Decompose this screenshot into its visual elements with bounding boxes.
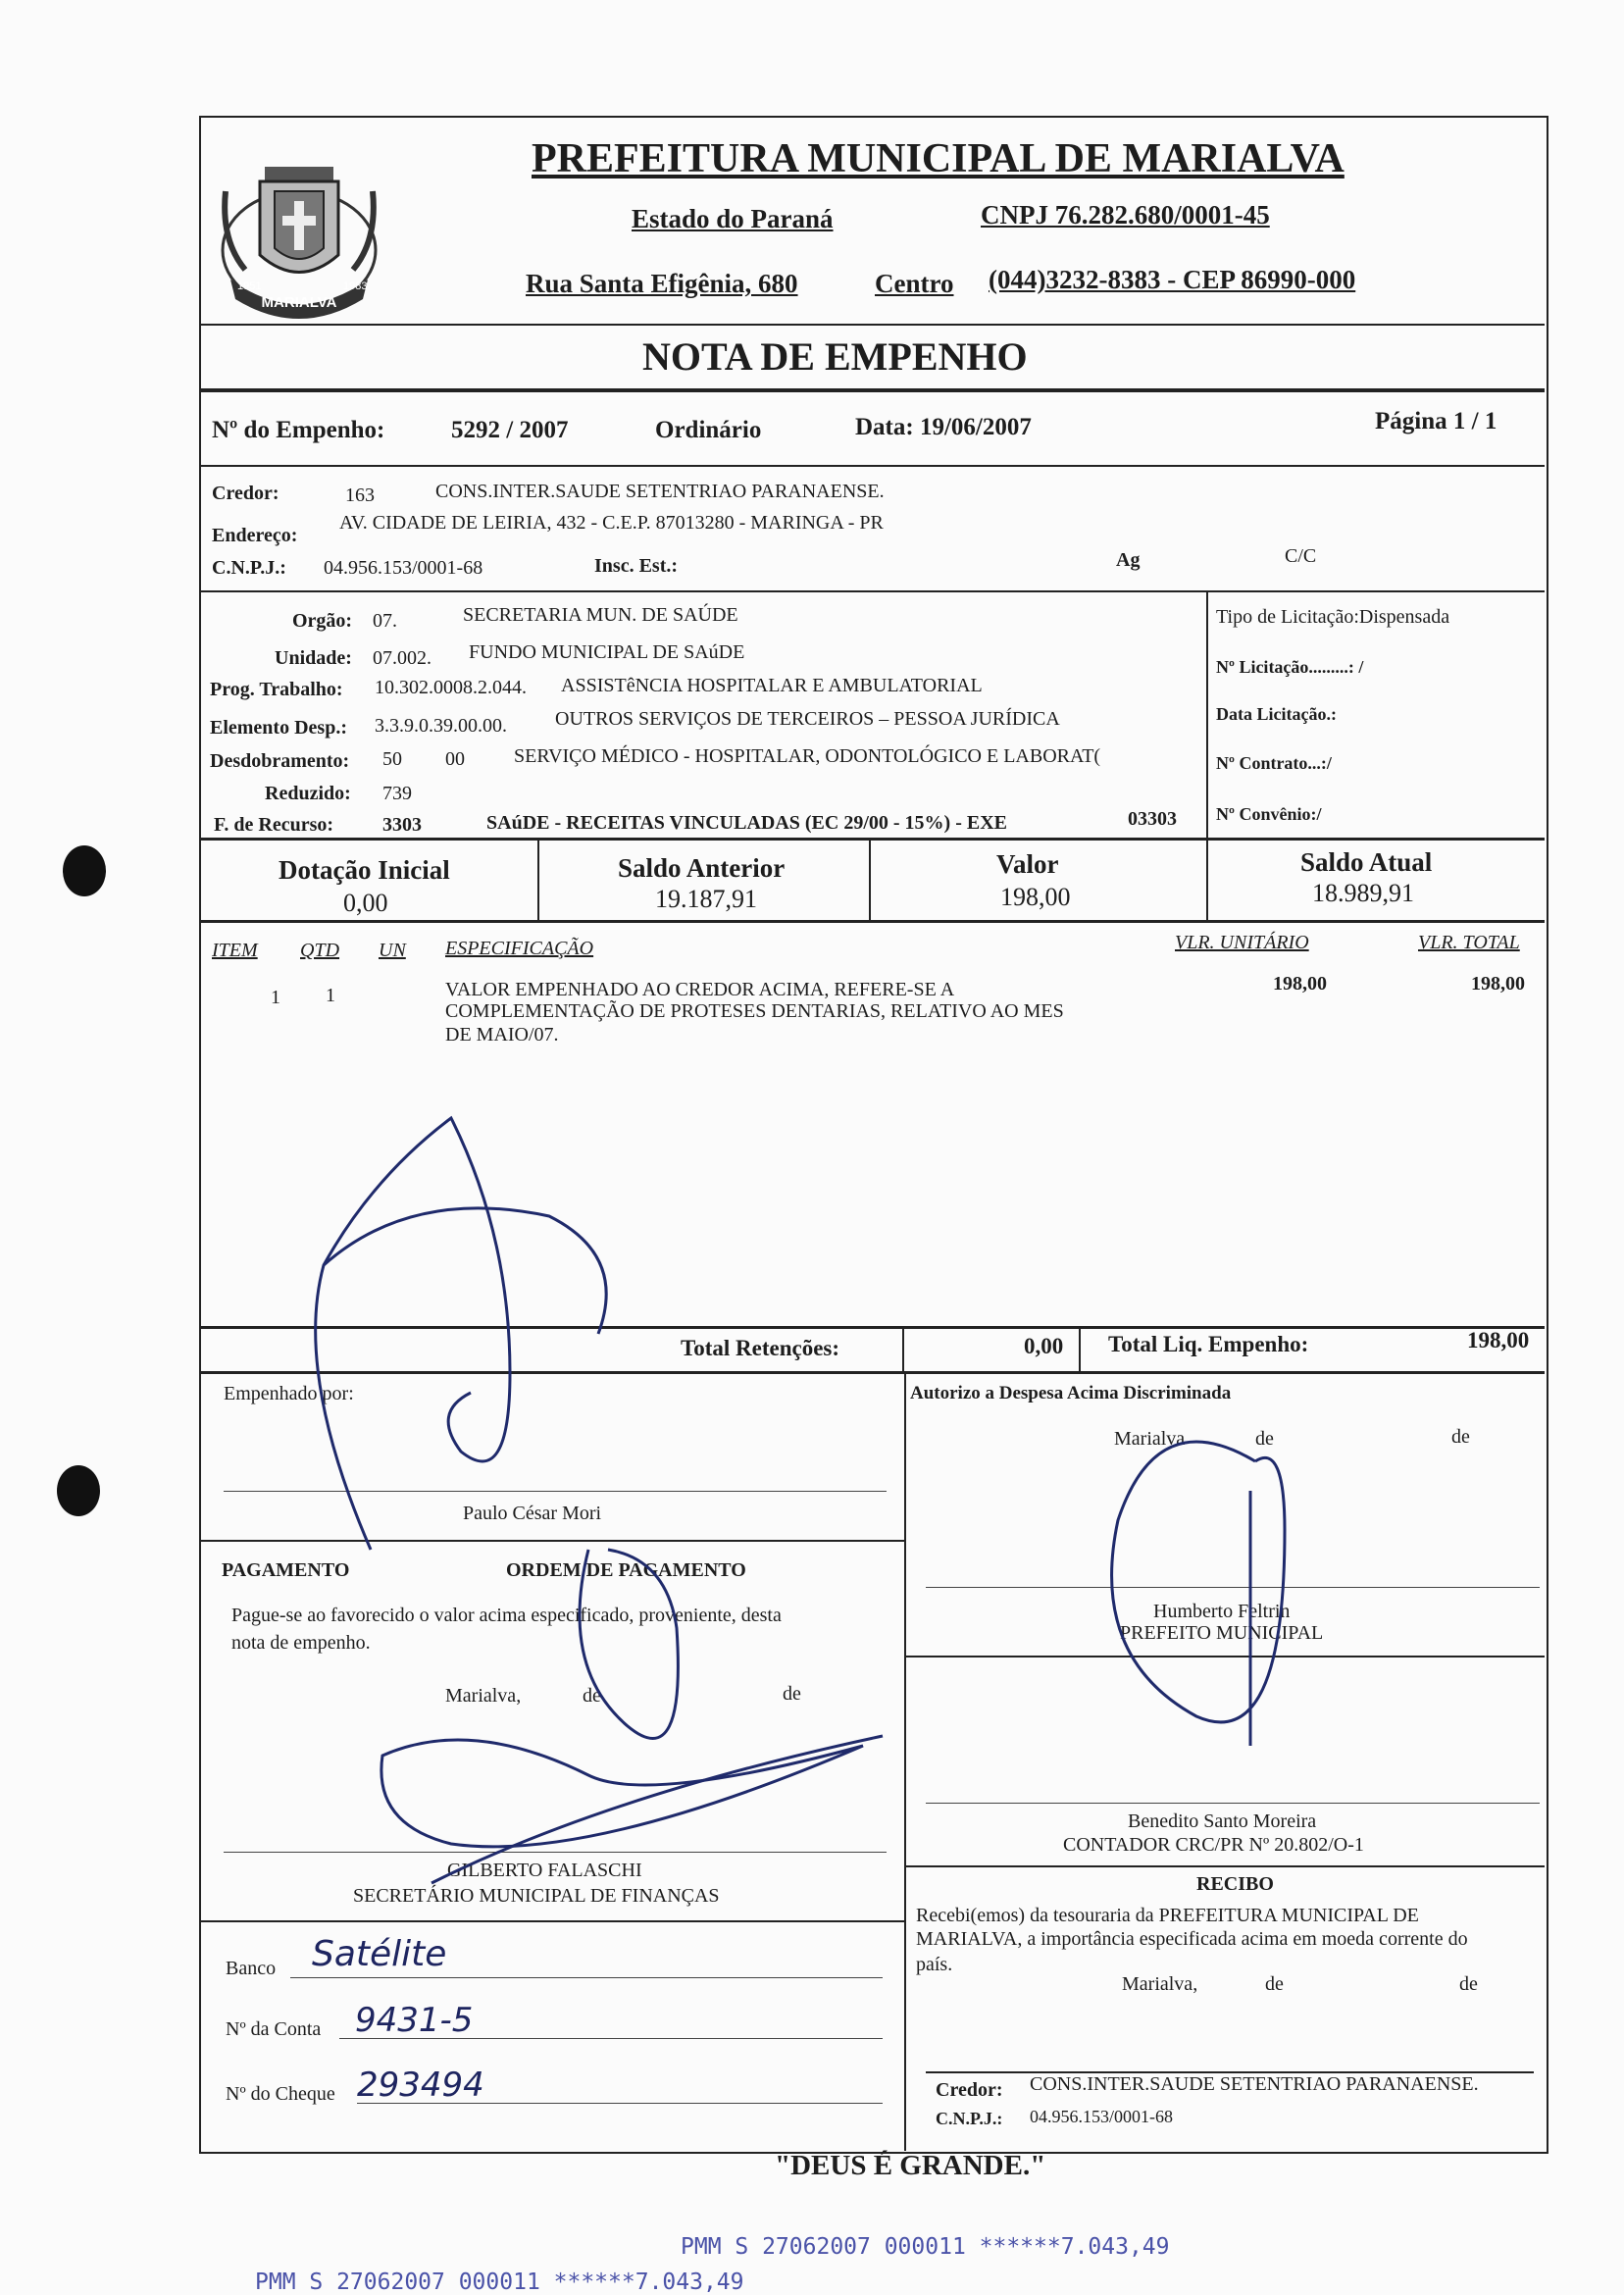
banco-label: Banco [226,1958,277,1979]
recibo-de: de [1459,1973,1478,1995]
col-valor-unitario: VLR. UNITÁRIO [1175,932,1309,953]
saldo-atual-label: Saldo Atual [1300,847,1433,877]
saldo-atual-value: 18.989,91 [1312,879,1414,907]
address-label: Endereço: [212,525,298,546]
numero-licitacao: Nº Licitação.........: / [1216,657,1364,677]
empenhado-name: Paulo César Mori [463,1503,602,1524]
recibo-text-line: Recebi(emos) da tesouraria da PREFEITURA MUNICIPAL DE [916,1905,1419,1926]
orgao-label: Orgão: [292,610,353,632]
ag-label: Ag [1116,549,1141,571]
credor-code: 163 [345,484,375,506]
autorizo-de: de [1255,1428,1274,1450]
empenho-number: 5292 / 2007 [451,417,569,443]
pagamento-text-line: nota de empenho. [231,1632,371,1654]
desdobramento-name: SERVIÇO MÉDICO - HOSPITALAR, ODONTOLÓGICO E LABORAT( [514,745,1101,767]
pagamento-de: de [583,1685,601,1707]
insc-est-label: Insc. Est.: [594,555,679,577]
svg-text:1983: 1983 [343,280,368,292]
col-un: UN [379,940,406,961]
unidade-label: Unidade: [275,647,352,669]
col-valor-total: VLR. TOTAL [1418,932,1520,953]
page-number: Página 1 / 1 [1375,408,1497,434]
item-spec-line: DE MAIO/07. [445,1024,559,1046]
ordem-pagamento-title: ORDEM DE PAGAMENTO [506,1559,746,1581]
conta-label: Nº da Conta [226,2018,322,2040]
conta-value: 9431-5 [355,2001,474,2040]
recibo-text-line: MARIALVA, a importância especificada acima em moeda corrente do [916,1928,1468,1950]
header-title: PREFEITURA MUNICIPAL DE MARIALVA [532,136,1345,181]
reduzido-label: Reduzido: [265,783,351,804]
pagamento-city: Marialva, [445,1685,522,1707]
recurso-number: 03303 [1128,808,1177,830]
recibo-cnpj-label: C.N.P.J.: [936,2109,1003,2128]
empenho-type: Ordinário [655,417,762,443]
cnpj-label: C.N.P.J.: [212,557,286,579]
autorizo-text: Autorizo a Despesa Acima Discriminada [910,1383,1232,1403]
secretario-role: SECRETÁRIO MUNICIPAL DE FINANÇAS [353,1885,720,1907]
pagamento-title: PAGAMENTO [222,1559,350,1581]
svg-text:MARIALVA: MARIALVA [261,294,337,311]
signature-scribble [316,1118,510,1550]
total-retencoes-value: 0,00 [1024,1334,1064,1358]
recibo-text-line: país. [916,1954,953,1975]
prefeito-name: Humberto Feltrin [1153,1601,1291,1622]
header-cnpj: CNPJ 76.282.680/0001-45 [981,200,1270,230]
recibo-city: Marialva, [1122,1973,1198,1995]
dotacao-label: Dotação Inicial [279,855,450,885]
credor-address: AV. CIDADE DE LEIRIA, 432 - C.E.P. 87013280 - MARINGA - PR [339,512,884,534]
recurso-label: F. de Recurso: [214,814,334,836]
prog-trabalho-name: ASSISTêNCIA HOSPITALAR E AMBULATORIAL [561,675,983,696]
item-qtd: 1 [326,985,335,1006]
col-qtd: QTD [300,940,340,961]
item-spec-line: VALOR EMPENHADO AO CREDOR ACIMA, REFERE-SE A [445,979,955,1000]
tipo-licitacao: Tipo de Licitação:Dispensada [1216,606,1450,628]
unidade-code: 07.002. [373,647,431,669]
signature-scribble [580,1550,678,1739]
pagamento-de: de [783,1683,801,1705]
contador-name: Benedito Santo Moreira [1128,1810,1317,1832]
empenhado-label: Empenhado por: [224,1383,354,1404]
total-retencoes-label: Total Retenções: [681,1336,840,1360]
recurso-name: SAúDE - RECEITAS VINCULADAS (EC 29/00 - 15%) - EXE [486,812,1007,834]
cheque-label: Nº do Cheque [226,2083,335,2105]
item-number: 1 [271,987,280,1008]
item-spec-line: COMPLEMENTAÇÃO DE PROTESES DENTARIAS, RELATIVO AO MES [445,1000,1064,1022]
saldo-anterior-value: 19.187,91 [655,885,757,913]
recibo-de: de [1265,1973,1284,1995]
cashier-stamp: PMM S 27062007 000011 ******7.043,49 [255,2270,744,2295]
signature-scribble [1112,1442,1285,1722]
empenho-date: Data: 19/06/2007 [855,414,1032,440]
credor-cnpj: 04.956.153/0001-68 [324,557,483,579]
desdobramento-a: 50 [382,748,402,770]
reduzido-value: 739 [382,783,412,804]
contador-role: CONTADOR CRC/PR Nº 20.802/O-1 [1063,1834,1364,1856]
total-liquido-value: 198,00 [1467,1328,1530,1352]
elemento-label: Elemento Desp.: [210,717,347,739]
dotacao-value: 0,00 [343,889,388,917]
autorizo-de: de [1451,1426,1470,1448]
prog-trabalho-code: 10.302.0008.2.044. [375,677,527,698]
unidade-name: FUNDO MUNICIPAL DE SAúDE [469,641,745,663]
motto: "DEUS É GRANDE." [775,2150,1046,2181]
credor-name: CONS.INTER.SAUDE SETENTRIAO PARANAENSE. [435,481,885,502]
elemento-name: OUTROS SERVIÇOS DE TERCEIROS – PESSOA JURÍDICA [555,708,1060,730]
empenho-number-label: Nº do Empenho: [212,417,385,443]
prefeito-role: PREFEITO MUNICIPAL [1120,1622,1324,1644]
col-especificacao: ESPECIFICAÇÃO [445,938,594,959]
saldo-anterior-label: Saldo Anterior [618,853,786,883]
orgao-code: 07. [373,610,397,632]
recurso-code: 3303 [382,814,422,836]
header-phone-cep: (044)3232-8383 - CEP 86990-000 [989,265,1356,294]
elemento-code: 3.3.9.0.39.00.00. [375,715,507,737]
svg-text:1951: 1951 [237,280,262,292]
banco-value: Satélite [312,1934,447,1974]
item-valor-total: 198,00 [1471,973,1525,994]
recibo-title: RECIBO [1196,1873,1274,1895]
valor-label: Valor [996,849,1059,879]
document-title: NOTA DE EMPENHO [642,334,1028,379]
prog-trabalho-label: Prog. Trabalho: [210,679,343,700]
header-district: Centro [875,269,954,298]
numero-convenio: Nº Convênio:/ [1216,804,1322,824]
desdobramento-b: 00 [445,748,465,770]
numero-contrato: Nº Contrato...:/ [1216,753,1332,773]
recibo-credor-label: Credor: [936,2079,1003,2101]
col-item: ITEM [212,940,258,961]
signature-scribble [324,1208,606,1334]
valor-value: 198,00 [1000,883,1071,911]
secretario-name: GILBERTO FALASCHI [447,1860,642,1881]
orgao-name: SECRETARIA MUN. DE SAÚDE [463,604,738,626]
credor-label: Credor: [212,483,279,504]
header-street: Rua Santa Efigênia, 680 [526,269,798,298]
cc-label: C/C [1285,545,1317,567]
autorizo-city: Marialva [1114,1428,1186,1450]
header-state: Estado do Paraná [632,204,834,233]
cashier-stamp: PMM S 27062007 000011 ******7.043,49 [681,2234,1170,2260]
recibo-credor-name: CONS.INTER.SAUDE SETENTRIAO PARANAENSE. [1030,2073,1479,2095]
item-valor-unitario: 198,00 [1273,973,1327,994]
recibo-cnpj: 04.956.153/0001-68 [1030,2107,1173,2126]
data-licitacao: Data Licitação.: [1216,704,1337,724]
cheque-value: 293494 [357,2066,484,2105]
total-liquido-label: Total Liq. Empenho: [1108,1332,1309,1356]
pagamento-text-line: Pague-se ao favorecido o valor acima especificado, proveniente, desta [231,1605,782,1626]
desdobramento-label: Desdobramento: [210,750,350,772]
